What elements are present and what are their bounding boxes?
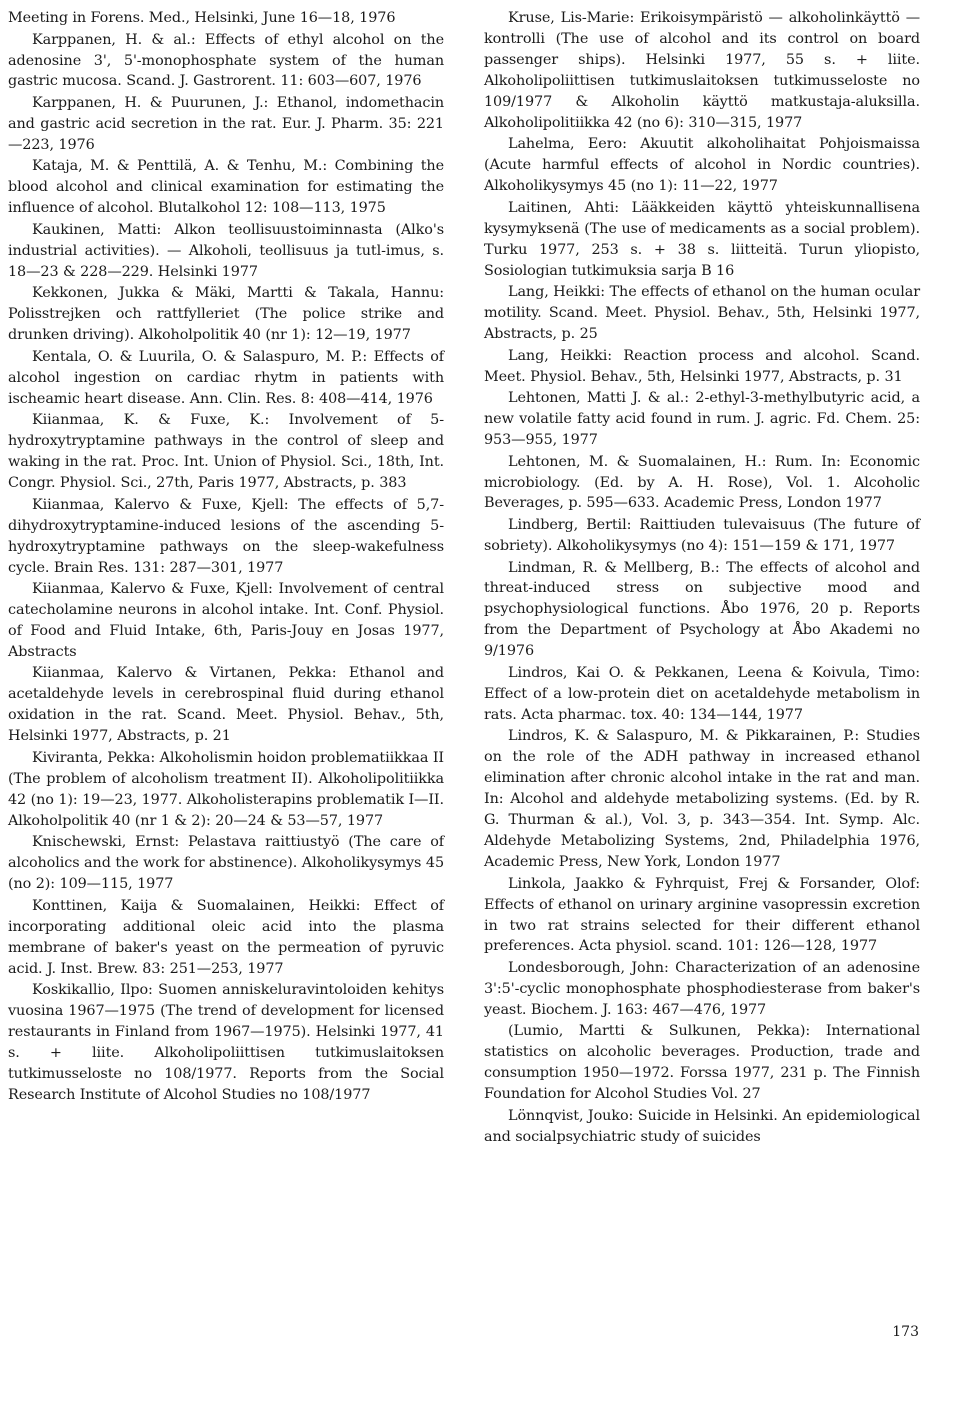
bibliography-entry: Lang, Heikki: The effects of ethanol on the human ocular motility. Scand. Meet. Physiol. Behav., 5th, Helsinki 1977, Abstracts, p. 25 <box>484 284 920 343</box>
bibliography-entry: Kiviranta, Pekka: Alkoholismin hoidon problematiikkaa II (The problem of alcoholism treatment II). Alkoholipolitiikka 42 (no 1): 19—23, 1977. Alkoholisterapins problematik I—II. Alkoholpolitik 40 (nr 1 & 2): 20—24 & 53—57, 1977 <box>8 749 444 829</box>
bibliography-entry: Kekkonen, Jukka & Mäki, Martti & Takala, Hannu: Polisstrejken och rattfylleriet (The police strike and drunken driving). Alkoholpolitik 40 (nr 1): 12—19, 1977 <box>8 285 444 344</box>
left-column <box>8 8 444 1106</box>
bibliography-entry: Lehtonen, M. & Suomalainen, H.: Rum. In: Economic microbiology. (Ed. by A. H. Rose), Vol. 1. Alcoholic Beverages, p. 595—633. Academic Press, London 1977 <box>484 453 920 512</box>
bibliography-entry: Karppanen, H. & Puurunen, J.: Ethanol, indomethacin and gastric acid secretion in the rat. Eur. J. Pharm. 35: 221—223, 1976 <box>8 95 444 153</box>
bibliography-entry: Meeting in Forens. Med., Helsinki, June 16—18, 1976 <box>8 10 396 26</box>
bibliography-entry: Lindberg, Bertil: Raittiuden tulevaisuus (The future of sobriety). Alkoholikysymys (no 4): 151—159 & 171, 1977 <box>484 517 920 554</box>
bibliography-entry: Koskikallio, Ilpo: Suomen anniskeluravintoloiden kehitys vuosina 1967—1975 (The trend of development for licensed restaurants in Finland from 1967—1975). Helsinki 1977, 41 s. + liite. Alkoholipoliittisen tutkimuslaitoksen tutkimusseloste no 108/1977. Reports from the Social Research Institute of Alcohol Studies no 108/1977 <box>8 982 444 1103</box>
bibliography-entry: Konttinen, Kaija & Suomalainen, Heikki: Effect of incorporating additional oleic acid into the plasma membrane of baker's yeast on the permeation of pyruvic acid. J. Inst. Brew. 83: 251—253, 1977 <box>8 897 444 977</box>
bibliography-entry: Lindros, Kai O. & Pekkanen, Leena & Koivula, Timo: Effect of a low-protein diet on acetaldehyde metabolism in rats. Acta pharmac. tox. 40: 134—144, 1977 <box>484 664 920 723</box>
bibliography-entry: (Lumio, Martti & Sulkunen, Pekka): International statistics on alcoholic beverages. Production, trade and consumption 1950—1972. Forssa 1977, 231 p. The Finnish Foundation for Alcohol Studies Vol. 27 <box>484 1023 920 1103</box>
bibliography-entry: Lindros, K. & Salaspuro, M. & Pikkarainen, P.: Studies on the role of the ADH pathway in increased ethanol elimination after chronic alcohol intake in the rat and man. In: Alcohol and aldehyde metabolizing systems. (Ed. by R. G. Thurman & al.), Vol. 3, p. 343—354. Int. Symp. Alc. Aldehyde Metabolizing Systems, 2nd, Philadelphia 1976, Academic Press, New York, London 1977 <box>484 728 920 871</box>
bibliography-entry: Laitinen, Ahti: Lääkkeiden käyttö yhteiskunnallisena kysymyksenä (The use of medicaments as a social problem). Turku 1977, 253 s. + 38 s. liitteitä. Turun yliopisto, Sosiologian tutkimuksia sarja B 16 <box>484 199 920 279</box>
bibliography-entry: Kruse, Lis-Marie: Erikoisympäristö — alkoholinkäyttö — kontrolli (The use of alcohol and its control on board passenger ships). Helsinki 1977, 55 s. + liite. Alkoholipoliittisen tutkimuslaitoksen tutkimusseloste no 109/1977 & Alkoholin käyttö matkustaja-aluksilla. Alkoholipolitiikka 42 (no 6): 310—315, 1977 <box>484 10 920 131</box>
bibliography-entry: Kentala, O. & Luurila, O. & Salaspuro, M. P.: Effects of alcohol ingestion on cardiac rhytm in patients with ischeamic heart disease. Ann. Clin. Res. 8: 408—414, 1976 <box>8 348 444 407</box>
bibliography-entry: Linkola, Jaakko & Fyhrquist, Frej & Forsander, Olof: Effects of ethanol on urinary arginine vasopressin excretion in two rat strains selected for their different ethanol preferences. Acta physiol. scand. 101: 126—128, 1977 <box>484 875 920 955</box>
bibliography-entry: Kataja, M. & Penttilä, A. & Tenhu, M.: Combining the blood alcohol and clinical examination for estimating the influence of alcohol. Blutalkohol 12: 108—113, 1975 <box>8 158 444 217</box>
bibliography-entry: Kiianmaa, Kalervo & Fuxe, Kjell: Involvement of central catecholamine neurons in alcohol intake. Int. Conf. Physiol. of Food and Fluid Intake, 6th, Paris-Jouy en Josas 1977, Abstracts <box>8 581 444 660</box>
bibliography-entry: Londesborough, John: Characterization of an adenosine 3':5'-cyclic monophosphate phosphodiesterase from baker's yeast. Biochem. J. 163: 467—476, 1977 <box>484 960 920 1018</box>
bibliography-entry: Karppanen, H. & al.: Effects of ethyl alcohol on the adenosine 3', 5'-monophosphate system of the human gastric mucosa. Scand. J. Gastrorent. 11: 603—607, 1976 <box>8 31 444 90</box>
bibliography-entry: Kaukinen, Matti: Alkon teollisuustoiminnasta (Alko's industrial activities). — Alkoholi, teollisuus ja tutl-imus, s. 18—23 & 228—229. Helsinki 1977 <box>8 221 444 280</box>
bibliography-entry: Lindman, R. & Mellberg, B.: The effects of alcohol and threat-induced stress on subjective mood and psychophysiological functions. Åbo 1976, 20 p. Reports from the Department of Psychology at Åbo Akademi no 9/1976 <box>484 559 920 660</box>
bibliography-entry: Kiianmaa, Kalervo & Fuxe, Kjell: The effects of 5,7-dihydroxytryptamine-induced lesions of the ascending 5-hydroxytryptamine pathways on the sleep-wakefulness cycle. Brain Res. 131: 287—301, 1977 <box>8 496 444 576</box>
bibliography-entry: Lehtonen, Matti J. & al.: 2-ethyl-3-methylbutyric acid, a new volatile fatty acid found in rum. J. agric. Fd. Chem. 25: 953—955, 1977 <box>484 390 920 449</box>
bibliography-entry: Knischewski, Ernst: Pelastava raittiustyö (The care of alcoholics and the work for abstinence). Alkoholikysymys 45 (no 2): 109—115, 1977 <box>8 834 444 893</box>
bibliography-entry: Kiianmaa, K. & Fuxe, K.: Involvement of 5-hydroxytryptamine pathways in the control of sleep and waking in the rat. Proc. Int. Union of Physiol. Sci., 18th, Int. Congr. Physiol. Sci., 27th, Paris 1977, Abstracts, p. 383 <box>8 412 444 492</box>
bibliography-entry: Lahelma, Eero: Akuutit alkoholihaitat Pohjoismaissa (Acute harmful effects of alcohol in Nordic countries). Alkoholikysymys 45 (no 1): 11—22, 1977 <box>484 136 920 195</box>
bibliography-entry: Lönnqvist, Jouko: Suicide in Helsinki. An epidemiological and socialpsychiatric study of suicides <box>484 1107 920 1145</box>
page-number: 173 <box>892 1324 919 1340</box>
bibliography-entry: Lang, Heikki: Reaction process and alcohol. Scand. Meet. Physiol. Behav., 5th, Helsinki 1977, Abstracts, p. 31 <box>484 347 920 385</box>
bibliography-entry: Kiianmaa, Kalervo & Virtanen, Pekka: Ethanol and acetaldehyde levels in cerebrospinal fluid during ethanol oxidation in the rat. Scand. Meet. Physiol. Behav., 5th, Helsinki 1977, Abstracts, p. 21 <box>8 665 444 745</box>
right-column <box>484 8 920 1148</box>
